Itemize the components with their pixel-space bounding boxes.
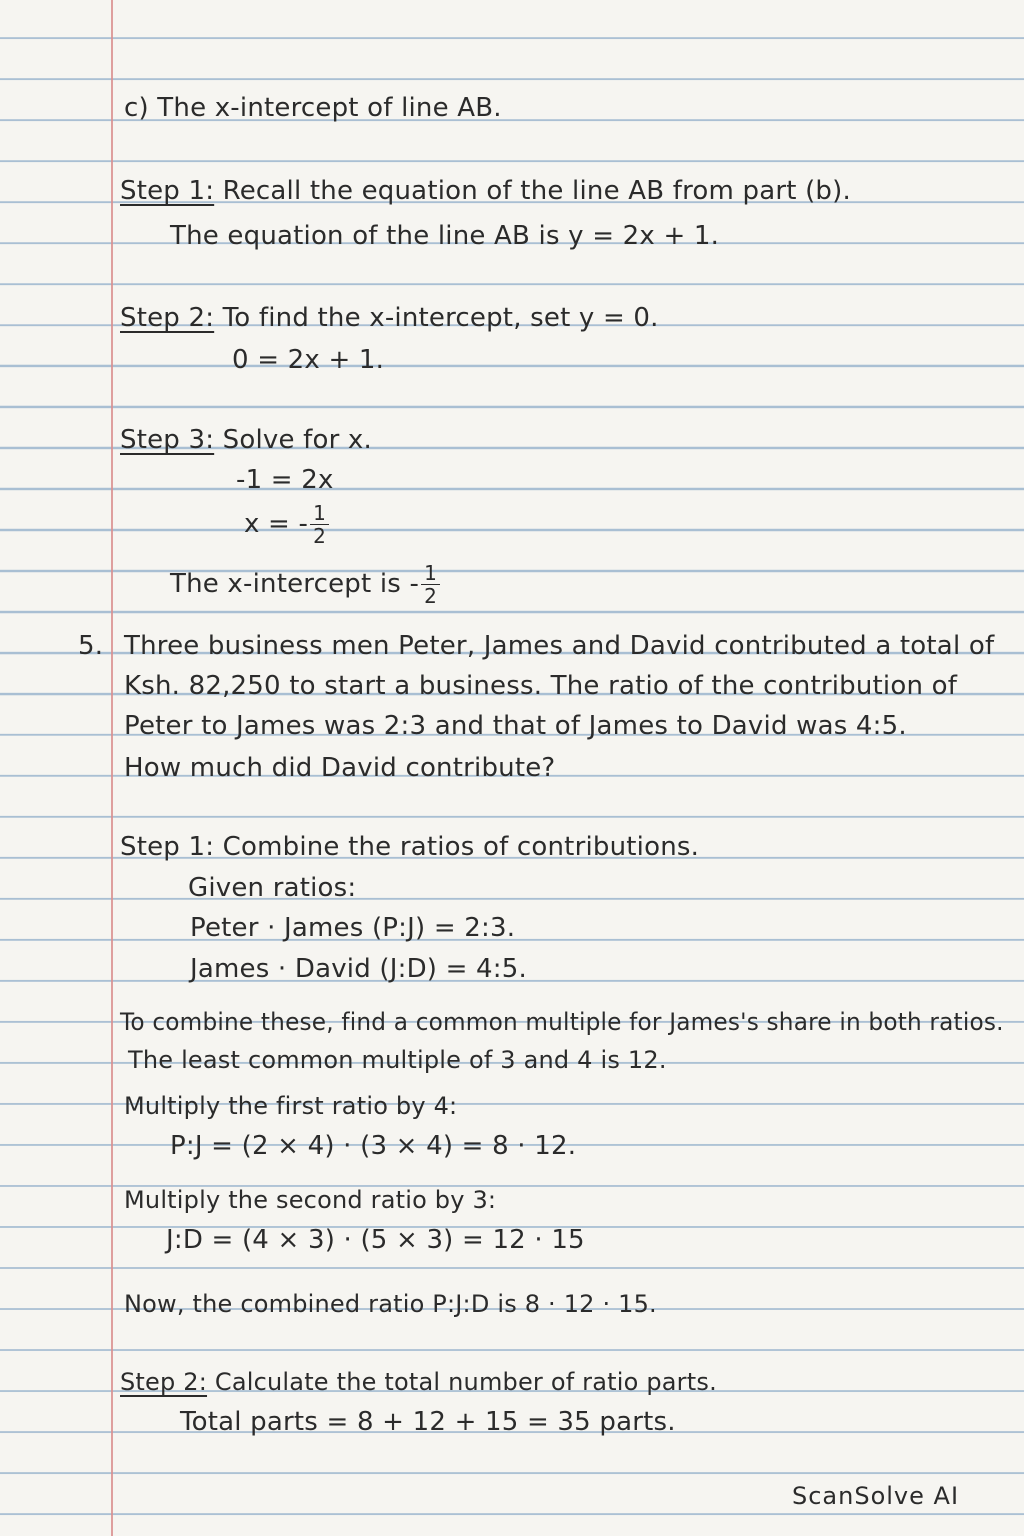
brand-watermark: ScanSolve AI	[792, 1482, 960, 1510]
equation: -1 = 2x	[236, 465, 334, 495]
fraction-denominator: 2	[313, 524, 327, 548]
step-text: Recall the equation of the line AB from part (b).	[222, 176, 851, 206]
multiply-second-label: Multiply the second ratio by 3:	[124, 1186, 497, 1214]
solution-step2	[120, 1366, 717, 1398]
step-label: Step 3:	[120, 425, 215, 455]
equation: 0 = 2x + 1.	[232, 345, 385, 375]
part-c-title: c) The x-intercept of line AB.	[124, 93, 502, 123]
given-ratios-label: Given ratios:	[188, 873, 357, 903]
x-intercept-result	[170, 562, 440, 607]
question-number: 5.	[78, 631, 104, 661]
fraction-numerator: 1	[421, 562, 440, 585]
step-text: To find the x-intercept, set y = 0.	[222, 303, 659, 333]
result-text: The x-intercept is -	[170, 569, 420, 599]
fraction-numerator: 1	[310, 502, 329, 525]
equation-fraction	[244, 502, 329, 547]
fraction	[310, 502, 329, 547]
question-line: How much did David contribute?	[124, 753, 556, 783]
equation-lhs: x = -	[244, 509, 309, 539]
question-line: Three business men Peter, James and David contributed a total of	[124, 631, 995, 661]
multiply-first-label: Multiply the first ratio by 4:	[124, 1092, 458, 1120]
question-line: Peter to James was 2:3 and that of James to David was 4:5.	[124, 711, 907, 741]
lcm-statement: The least common multiple of 3 and 4 is 12.	[128, 1046, 667, 1074]
pj-calculation: P:J = (2 × 4) · (3 × 4) = 8 · 12.	[170, 1131, 577, 1161]
part-c-step3	[120, 424, 372, 456]
fraction-denominator: 2	[424, 584, 438, 608]
jd-calculation: J:D = (4 × 3) · (5 × 3) = 12 · 15	[166, 1225, 585, 1255]
fraction	[421, 562, 440, 607]
margin-line	[111, 0, 113, 1536]
part-c-step1	[120, 175, 851, 207]
solution-step1-heading: Step 1: Combine the ratios of contributions.	[120, 832, 700, 862]
ratio-james-david: James · David (J:D) = 4:5.	[190, 954, 527, 984]
step-text: Calculate the total number of ratio parts.	[214, 1368, 717, 1396]
step-label: Step 2:	[120, 1368, 208, 1396]
line-equation: The equation of the line AB is y = 2x + 1.	[170, 221, 720, 251]
question-line: Ksh. 82,250 to start a business. The ratio of the contribution of	[124, 671, 958, 701]
ratio-peter-james: Peter · James (P:J) = 2:3.	[190, 913, 516, 943]
combine-explanation: To combine these, find a common multiple for James's share in both ratios.	[120, 1008, 1004, 1036]
combined-ratio: Now, the combined ratio P:J:D is 8 · 12 · 15.	[124, 1290, 657, 1318]
total-parts: Total parts = 8 + 12 + 15 = 35 parts.	[180, 1407, 676, 1437]
part-c-step2	[120, 302, 659, 334]
step-label: Step 2:	[120, 303, 215, 333]
step-label: Step 1:	[120, 176, 215, 206]
step-text: Solve for x.	[222, 425, 372, 455]
